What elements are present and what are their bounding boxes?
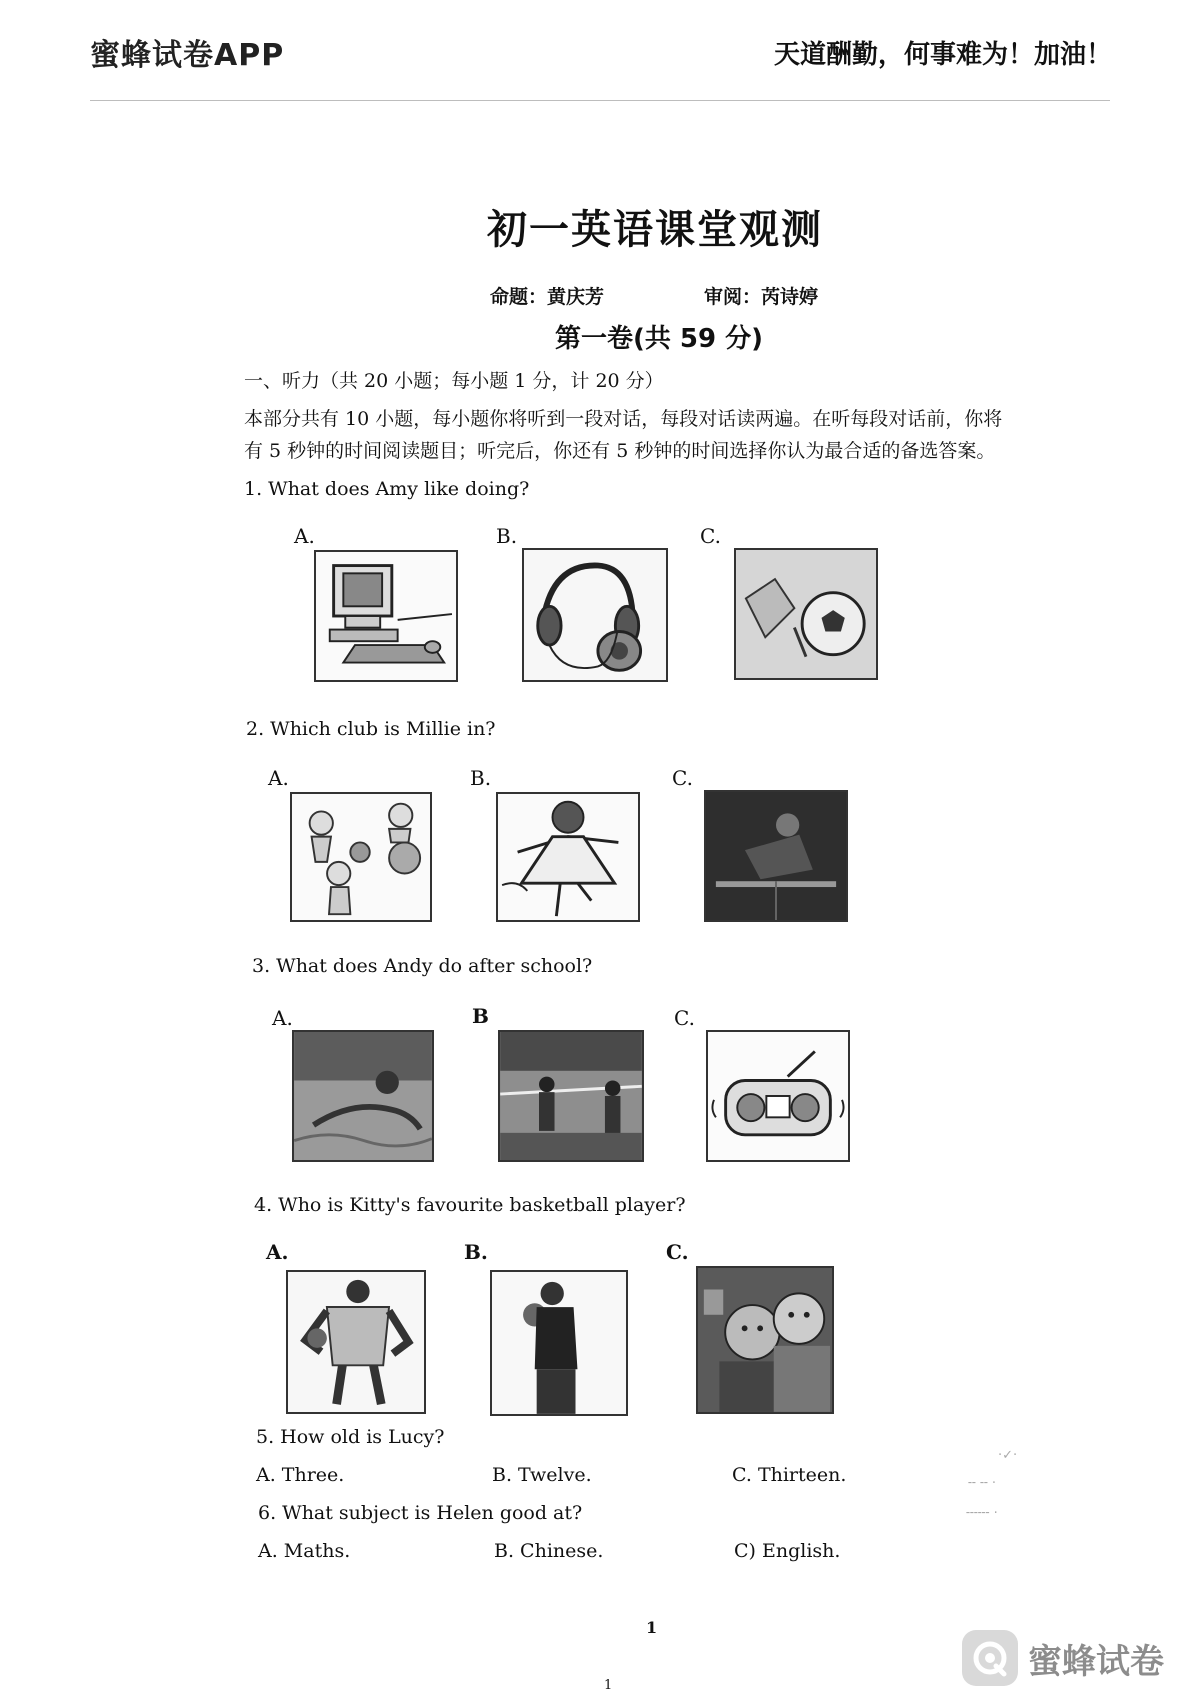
question-6: 6. What subject is Helen good at? — [258, 1502, 583, 1524]
q6-option-a: A. Maths. — [258, 1540, 351, 1562]
q5-option-b: B. Twelve. — [492, 1464, 592, 1486]
computer-icon — [314, 550, 458, 682]
question-3: 3. What does Andy do after school? — [252, 955, 593, 977]
q2-option-c-label: C. — [672, 766, 693, 790]
two-children-icon — [696, 1266, 834, 1414]
watermark-text: 蜜蜂试卷 — [1028, 1641, 1164, 1682]
q4-option-c-label: C. — [666, 1240, 689, 1264]
scan-smudge: ╌╌╌ · — [966, 1506, 998, 1521]
q3-option-c-label: C. — [674, 1006, 695, 1030]
dancer-icon — [496, 792, 640, 922]
reviewer: 审阅：芮诗婷 — [704, 286, 819, 308]
slogan: 天道酬勤，何事难为！加油！ — [773, 40, 1112, 70]
instructions-line-2: 有 5 秒钟的时间阅读题目；听完后，你还有 5 秒钟的时间选择你认为最合适的备选答案。 — [244, 440, 996, 462]
football-icon — [734, 548, 878, 680]
q3-option-b-label: B — [472, 1004, 489, 1028]
q6-option-c: C) English. — [734, 1540, 841, 1562]
basketball-player-front-icon — [490, 1270, 628, 1416]
q4-option-b-label: B. — [464, 1240, 488, 1264]
q2-option-b-label: B. — [470, 766, 492, 790]
table-tennis-icon — [704, 790, 848, 922]
q1-option-c-label: C. — [700, 524, 721, 548]
q5-option-c: C. Thirteen. — [732, 1464, 847, 1486]
q3-option-a-label: A. — [272, 1006, 293, 1030]
question-5: 5. How old is Lucy? — [256, 1426, 445, 1448]
page-number-scan: 1 — [604, 1678, 613, 1693]
volleyball-icon — [498, 1030, 644, 1162]
q2-option-a-label: A. — [268, 766, 289, 790]
section-heading: 一、听力（共 20 小题；每小题 1 分，计 20 分） — [244, 370, 664, 392]
cheerleaders-icon — [290, 792, 432, 922]
scan-smudge: ╌ ╌ · — [968, 1476, 997, 1491]
q1-option-a-label: A. — [294, 524, 315, 548]
instructions-line-1: 本部分共有 10 小题，每小题你将听到一段对话，每段对话读两遍。在听每段对话前，你将 — [244, 408, 1003, 430]
setter: 命题：黄庆芳 — [490, 286, 605, 308]
header-divider — [90, 100, 1110, 101]
q1-option-b-label: B. — [496, 524, 518, 548]
basketball-player-back-icon — [286, 1270, 426, 1414]
swimmer-icon — [292, 1030, 434, 1162]
q5-option-a: A. Three. — [256, 1464, 345, 1486]
q4-option-a-label: A. — [266, 1240, 289, 1264]
headphones-icon — [522, 548, 668, 682]
exam-title: 初一英语课堂观测 — [487, 207, 823, 253]
question-2: 2. Which club is Millie in? — [246, 718, 496, 740]
q6-option-b: B. Chinese. — [494, 1540, 604, 1562]
watermark — [962, 1630, 1164, 1686]
radio-icon — [706, 1030, 850, 1162]
scan-smudge: ·✓· — [998, 1448, 1018, 1463]
app-name: 蜜蜂试卷APP — [90, 38, 285, 73]
question-1: 1. What does Amy like doing? — [244, 478, 530, 500]
author-line — [490, 282, 818, 309]
volume-heading: 第一卷(共 59 分) — [554, 324, 764, 354]
bee-logo-icon — [962, 1630, 1018, 1686]
page-number: 1 — [646, 1618, 658, 1637]
question-4: 4. Who is Kitty's favourite basketball player? — [254, 1194, 686, 1216]
